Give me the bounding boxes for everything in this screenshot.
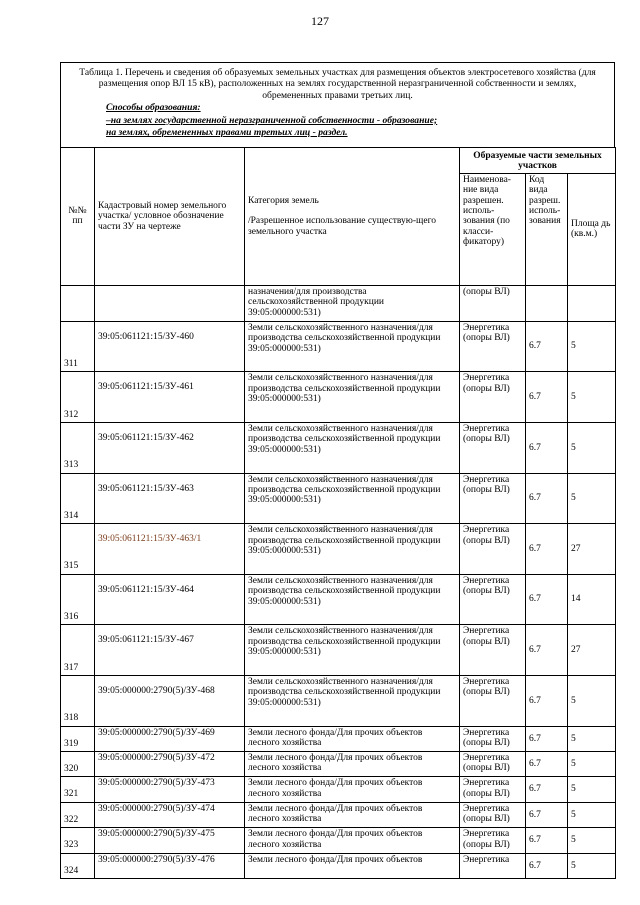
cell-code: 6.7 xyxy=(526,828,568,853)
cell-num: 323 xyxy=(61,828,95,853)
cell-use: Энергетика (опоры ВЛ) xyxy=(460,423,526,474)
cell-num: 317 xyxy=(61,625,95,676)
header-category: Категория земель /Разрешенное использование существую-щего земельного участка xyxy=(245,148,460,286)
cell-code: 6.7 xyxy=(526,853,568,878)
cell-code: 6.7 xyxy=(526,423,568,474)
table-row xyxy=(61,321,616,372)
cell-area: 5 xyxy=(568,726,616,751)
cell-area: 5 xyxy=(568,423,616,474)
cell-category: Земли сельскохозяйственного назначения/для производства сельскохозяйственной продукции 39:05:000000:531) xyxy=(245,423,460,474)
cell-use: Энергетика (опоры ВЛ) xyxy=(460,726,526,751)
table-row xyxy=(61,423,616,474)
cell-category: Земли сельскохозяйственного назначения/для производства сельскохозяйственной продукции 39:05:000000:531) xyxy=(245,321,460,372)
cell-use: Энергетика (опоры ВЛ) xyxy=(460,777,526,802)
cell-use: Энергетика xyxy=(460,853,526,878)
cell-use: Энергетика (опоры ВЛ) xyxy=(460,828,526,853)
cell-use: Энергетика (опоры ВЛ) xyxy=(460,372,526,423)
table-row xyxy=(61,524,616,575)
cell-use: Энергетика (опоры ВЛ) xyxy=(460,574,526,625)
cell-num: 320 xyxy=(61,751,95,776)
cell-category: Земли лесного фонда/Для прочих объектов xyxy=(245,853,460,878)
cell-use: Энергетика (опоры ВЛ) xyxy=(460,473,526,524)
cell-num: 315 xyxy=(61,524,95,575)
cell-category: Земли сельскохозяйственного назначения/для производства сельскохозяйственной продукции 39:05:000000:531) xyxy=(245,675,460,726)
cell-area xyxy=(568,285,616,321)
cell-area: 27 xyxy=(568,625,616,676)
cell-category: Земли лесного фонда/Для прочих объектов лесного хозяйства xyxy=(245,828,460,853)
table-row xyxy=(61,675,616,726)
cell-category: Земли сельскохозяйственного назначения/для производства сельскохозяйственной продукции 39:05:000000:531) xyxy=(245,524,460,575)
cell-use: Энергетика (опоры ВЛ) xyxy=(460,751,526,776)
table-row xyxy=(61,574,616,625)
cell-area: 5 xyxy=(568,853,616,878)
cell-area: 5 xyxy=(568,777,616,802)
cell-cadastral: 39:05:061121:15/ЗУ-462 xyxy=(95,423,245,474)
cell-cadastral: 39:05:000000:2790(5)/ЗУ-475 xyxy=(95,828,245,853)
cell-area: 5 xyxy=(568,828,616,853)
cell-code: 6.7 xyxy=(526,802,568,827)
cell-code: 6.7 xyxy=(526,524,568,575)
cell-category: Земли лесного фонда/Для прочих объектов лесного хозяйства xyxy=(245,802,460,827)
cell-num: 316 xyxy=(61,574,95,625)
cell-category: Земли сельскохозяйственного назначения/для производства сельскохозяйственной продукции 39:05:000000:531) xyxy=(245,473,460,524)
cell-num: 324 xyxy=(61,853,95,878)
cell-cadastral: 39:05:061121:15/ЗУ-463/1 xyxy=(95,524,245,575)
cell-cadastral: 39:05:000000:2790(5)/ЗУ-472 xyxy=(95,751,245,776)
methods-heading: Способы образования: xyxy=(106,102,201,114)
cell-cadastral: 39:05:000000:2790(5)/ЗУ-468 xyxy=(95,675,245,726)
page-number: 127 xyxy=(311,14,329,28)
cell-code xyxy=(526,285,568,321)
cell-use: (опоры ВЛ) xyxy=(460,285,526,321)
cell-code: 6.7 xyxy=(526,625,568,676)
table-row xyxy=(61,473,616,524)
table-row xyxy=(61,828,616,853)
cell-cadastral: 39:05:061121:15/ЗУ-467 xyxy=(95,625,245,676)
cell-num: 322 xyxy=(61,802,95,827)
cell-num: 314 xyxy=(61,473,95,524)
cell-area: 5 xyxy=(568,473,616,524)
continuation-row xyxy=(61,285,616,321)
cell-category: Земли сельскохозяйственного назначения/для производства сельскохозяйственной продукции 39:05:000000:531) xyxy=(245,625,460,676)
cell-use: Энергетика (опоры ВЛ) xyxy=(460,625,526,676)
cell-cadastral: 39:05:000000:2790(5)/ЗУ-474 xyxy=(95,802,245,827)
cell-area: 5 xyxy=(568,675,616,726)
cell-code: 6.7 xyxy=(526,777,568,802)
cell-code: 6.7 xyxy=(526,726,568,751)
cell-category: Земли лесного фонда/Для прочих объектов лесного хозяйства xyxy=(245,777,460,802)
cell-code: 6.7 xyxy=(526,372,568,423)
cell-cadastral: 39:05:061121:15/ЗУ-463 xyxy=(95,473,245,524)
cell-area: 5 xyxy=(568,751,616,776)
method-item-1: –на землях государственной неразграниченной собственности - образование; xyxy=(106,114,438,126)
header-group: Образуемые части земельных участков xyxy=(460,148,616,174)
cell-area: 27 xyxy=(568,524,616,575)
land-plots-table xyxy=(60,147,616,879)
cell-category: Земли сельскохозяйственного назначения/для производства сельскохозяйственной продукции 39:05:000000:531) xyxy=(245,574,460,625)
cell-code: 6.7 xyxy=(526,473,568,524)
cell-num: 321 xyxy=(61,777,95,802)
cell-cadastral: 39:05:000000:2790(5)/ЗУ-476 xyxy=(95,853,245,878)
table-row xyxy=(61,751,616,776)
table-row xyxy=(61,372,616,423)
cell-category: назначения/для производства сельскохозяйственной продукции 39:05:000000:531) xyxy=(245,285,460,321)
header-use-code: Код вида разреш. исполь-зования xyxy=(526,173,568,285)
header-cadastral: Кадастровый номер земельного участка/ условное обозначение части ЗУ на чертеже xyxy=(95,148,245,286)
cell-cadastral: 39:05:000000:2790(5)/ЗУ-469 xyxy=(95,726,245,751)
cell-num: 313 xyxy=(61,423,95,474)
method-item-2: на землях, обремененных правами третьих лиц - раздел. xyxy=(106,127,348,139)
header-area: Площа дь (кв.м.) xyxy=(568,173,616,285)
table-row xyxy=(61,777,616,802)
header-num: №№ пп xyxy=(61,148,95,286)
cell-cadastral: 39:05:000000:2790(5)/ЗУ-473 xyxy=(95,777,245,802)
cell-num: 311 xyxy=(61,321,95,372)
cell-num: 319 xyxy=(61,726,95,751)
table-title: Таблица 1. Перечень и сведения об образуемых земельных участках для размещения объектов электросетевого хозяйства (для размещения опор ВЛ 15 кВ), расположенных на землях государственной неразграниченной собственности и землях, обремененных правами третьих лиц. xyxy=(79,67,596,101)
table-row xyxy=(61,726,616,751)
cell-use: Энергетика (опоры ВЛ) xyxy=(460,802,526,827)
cell-code: 6.7 xyxy=(526,675,568,726)
cell-area: 5 xyxy=(568,321,616,372)
cell-area: 5 xyxy=(568,802,616,827)
table-row xyxy=(61,625,616,676)
cell-use: Энергетика (опоры ВЛ) xyxy=(460,524,526,575)
cell-use: Энергетика (опоры ВЛ) xyxy=(460,675,526,726)
cell-code: 6.7 xyxy=(526,751,568,776)
cell-cadastral: 39:05:061121:15/ЗУ-460 xyxy=(95,321,245,372)
cell-cadastral xyxy=(95,285,245,321)
table-caption-frame xyxy=(60,62,615,147)
table-row xyxy=(61,853,616,878)
cell-num: 312 xyxy=(61,372,95,423)
cell-area: 14 xyxy=(568,574,616,625)
cell-area: 5 xyxy=(568,372,616,423)
cell-num: 318 xyxy=(61,675,95,726)
cell-cadastral: 39:05:061121:15/ЗУ-461 xyxy=(95,372,245,423)
header-use-name: Наименова-ние вида разрешен. исполь-зования (по класси-фикатору) xyxy=(460,173,526,285)
cell-cadastral: 39:05:061121:15/ЗУ-464 xyxy=(95,574,245,625)
cell-num xyxy=(61,285,95,321)
cell-category: Земли лесного фонда/Для прочих объектов лесного хозяйства xyxy=(245,726,460,751)
cell-use: Энергетика (опоры ВЛ) xyxy=(460,321,526,372)
cell-category: Земли лесного фонда/Для прочих объектов лесного хозяйства xyxy=(245,751,460,776)
cell-code: 6.7 xyxy=(526,321,568,372)
cell-code: 6.7 xyxy=(526,574,568,625)
cell-category: Земли сельскохозяйственного назначения/для производства сельскохозяйственной продукции 39:05:000000:531) xyxy=(245,372,460,423)
table-row xyxy=(61,802,616,827)
